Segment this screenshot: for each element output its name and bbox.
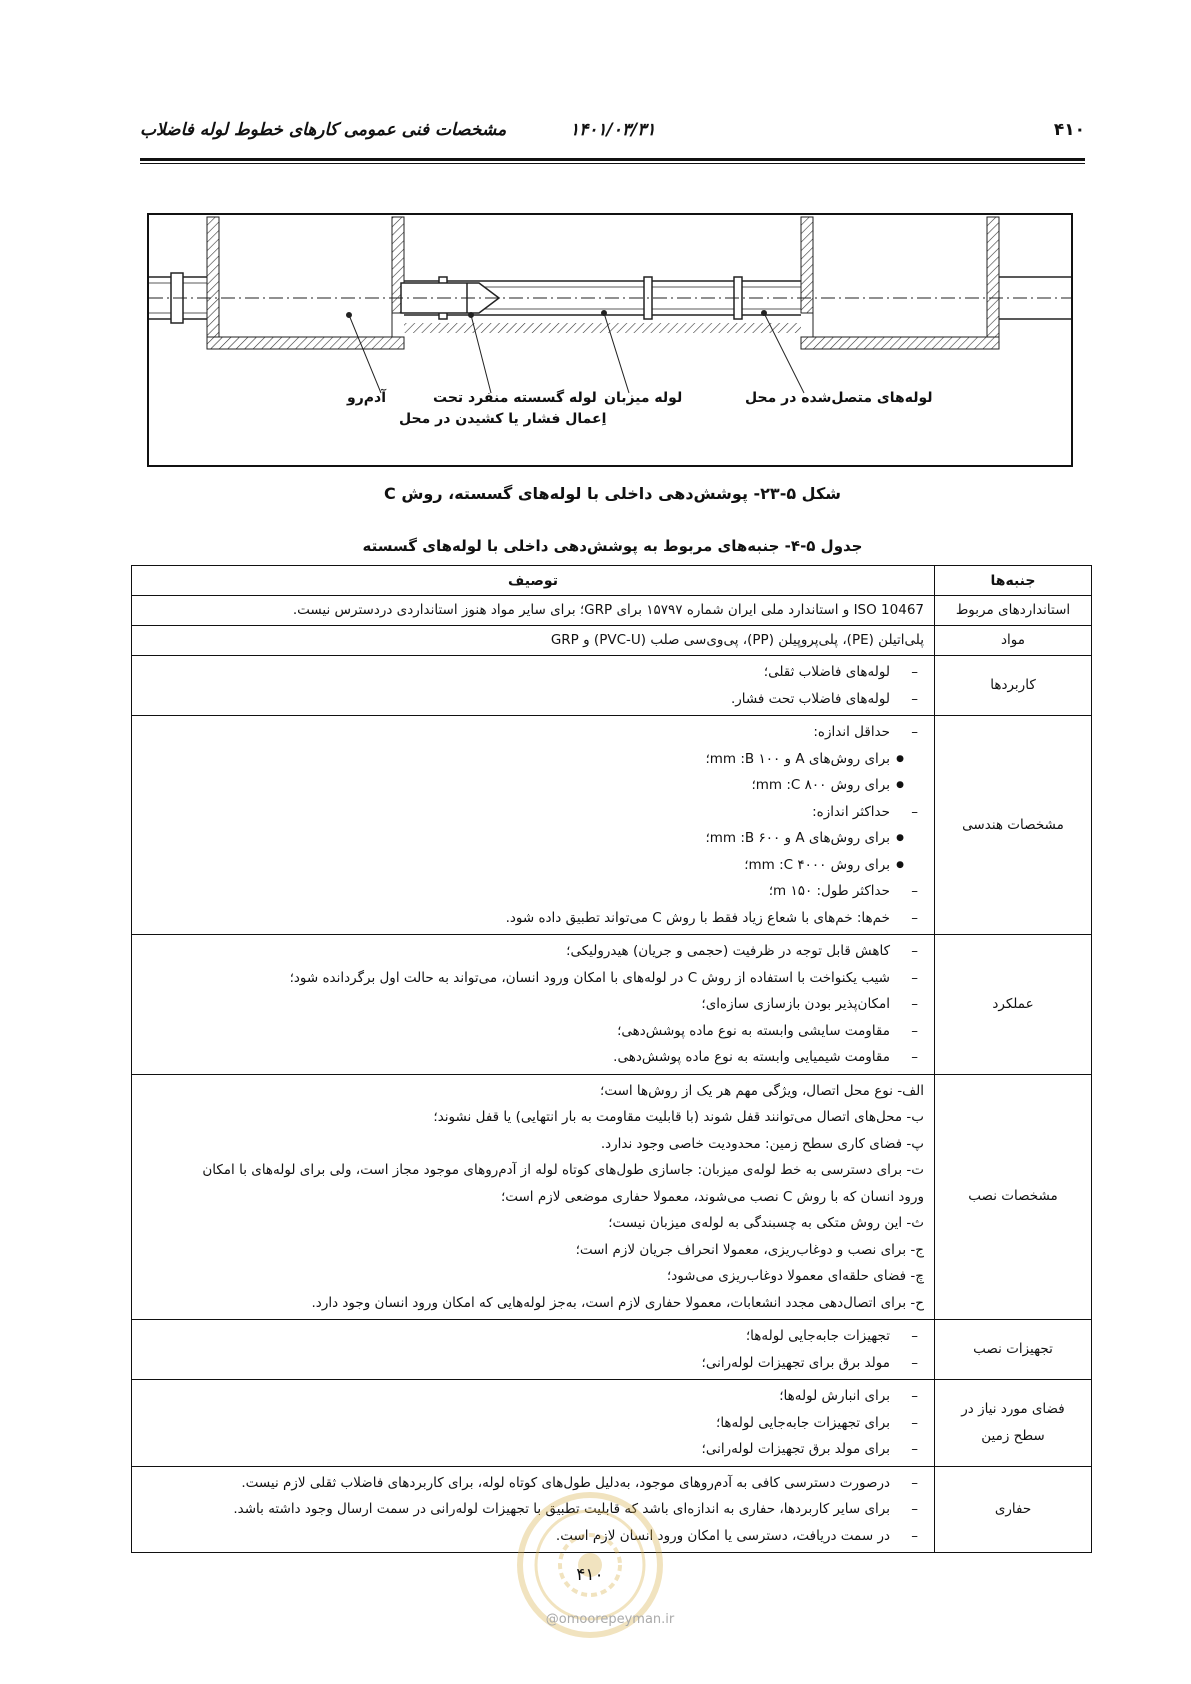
list-item: ● برای روش ۸۰۰ mm :C؛ [142, 772, 912, 799]
list-item: – مقاومت سایشی وابسته به نوع ماده پوشش‌دهی؛ [142, 1018, 924, 1045]
aspect-performance: عملکرد [935, 935, 1092, 1075]
aspect-installation: مشخصات نصب [935, 1074, 1092, 1320]
list-item: – حداقل اندازه: [142, 719, 924, 746]
list-item: – مقاومت شیمیایی وابسته به نوع ماده پوشش‌دهی. [142, 1044, 924, 1071]
leader-lines [347, 311, 805, 394]
right-pipe [999, 277, 1071, 319]
list-item: ب- محل‌های اتصال می‌توانند قفل شوند (با قابلیت مقاومت به بار انتهایی) یا قفل نشوند؛ [433, 1109, 924, 1125]
list-item: – تجهیزات جابه‌جایی لوله‌ها؛ [142, 1323, 924, 1350]
desc-applications [132, 656, 935, 716]
figure-caption: شکل ۵-۲۳- پوشش‌دهی داخلی با لوله‌های گسسته، روش C [384, 484, 841, 503]
table-caption: جدول ۵-۴- جنبه‌های مربوط به پوشش‌دهی داخلی با لوله‌های گسسته [362, 537, 863, 555]
aspect-standards: استانداردهای مربوط [935, 596, 1092, 626]
pipe-diagram [149, 215, 1071, 465]
list-item: – شیب یکنواخت با استفاده از روش C در لوله‌های با امکان ورود انسان، می‌تواند به حالت اول برگردانده شود؛ [142, 965, 924, 992]
header-rule-thin [140, 163, 1085, 164]
label-burst-pipe-1: لوله گسسته منفرد تحت [433, 390, 597, 406]
label-connected-pipes: لوله‌های متصل‌شده در محل [745, 390, 933, 406]
row-installation [132, 1074, 1092, 1320]
list-item: – امکان‌پذیر بودن بازسازی سازه‌ای؛ [142, 991, 924, 1018]
header-title: مشخصات فنی عمومی کارهای خطوط لوله فاضلاب [140, 120, 507, 140]
header-aspect: جنبه‌ها [935, 566, 1092, 596]
desc-installation [132, 1074, 935, 1320]
label-host-pipe: لوله میزبان [604, 390, 683, 406]
desc-equipment [132, 1320, 935, 1380]
desc-standards: ISO 10467 و استاندارد ملی ایران شماره ۱۵۷۹۷ برای GRP؛ برای سایر مواد هنوز استانداردی دردسترس نیست. [132, 596, 935, 626]
aspect-surface-space-line1: فضای مورد نیاز در [961, 1400, 1065, 1417]
list-item: ث- این روش متکی به چسبندگی به لوله‌ی میزبان نیست؛ [608, 1215, 924, 1231]
row-standards [132, 596, 1092, 626]
list-item: الف- نوع محل اتصال، ویژگی مهم هر یک از روش‌ها است؛ [600, 1082, 924, 1099]
row-applications [132, 656, 1092, 716]
desc-performance [132, 935, 935, 1075]
list-item: – خم‌ها: خم‌های با شعاع زیاد فقط با روش C می‌تواند تطبیق داده شود. [142, 905, 924, 932]
list-item: چ- فضای حلقه‌ای معمولا دوغاب‌ریزی می‌شود؛ [666, 1268, 924, 1284]
aspect-materials: مواد [935, 626, 1092, 656]
list-item: ح- برای اتصال‌دهی مجدد انشعابات، معمولا حفاری لازم است، به‌جز لوله‌هایی که امکان ورود انسان وجود دارد. [311, 1294, 924, 1311]
page-header [140, 120, 1085, 146]
list-item: ورود انسان که با روش C نصب می‌شوند، معمولا حفاری موضعی لازم است؛ [500, 1188, 924, 1205]
aspect-surface-space-line2: سطح زمین [981, 1427, 1045, 1444]
left-manhole [207, 217, 404, 349]
specs-table [131, 565, 1092, 1553]
desc-surface-space [132, 1380, 935, 1467]
aspect-surface-space [935, 1380, 1092, 1467]
row-materials [132, 626, 1092, 656]
list-item: – حداکثر اندازه: [142, 799, 924, 826]
desc-materials: پلی‌اتیلن (PE)، پلی‌پروپیلن (PP)، پی‌وی‌سی صلب (PVC-U) و GRP [132, 626, 935, 656]
row-surface-space [132, 1380, 1092, 1467]
list-item: – مولد برق برای تجهیزات لوله‌رانی؛ [142, 1350, 924, 1377]
list-item: – لوله‌های فاضلاب تحت فشار. [142, 686, 924, 713]
row-performance [132, 935, 1092, 1075]
row-geometry [132, 716, 1092, 935]
footer-page-number: ۴۱۰ [576, 1565, 604, 1585]
aspect-geometry: مشخصات هندسی [935, 716, 1092, 935]
aspect-applications: کاربردها [935, 656, 1092, 716]
list-item: – حداکثر طول: ۱۵۰ m؛ [142, 878, 924, 905]
aspect-excavation: حفاری [935, 1466, 1092, 1553]
right-manhole [801, 217, 999, 349]
aspect-equipment: تجهیزات نصب [935, 1320, 1092, 1380]
figure-diagram [147, 213, 1073, 467]
header-date: ۱۴۰۱/۰۳/۳۱ [570, 120, 656, 140]
list-item: – برای تجهیزات جابه‌جایی لوله‌ها؛ [142, 1410, 924, 1437]
row-equipment [132, 1320, 1092, 1380]
desc-geometry [132, 716, 935, 935]
list-item: – لوله‌های فاضلاب ثقلی؛ [142, 659, 924, 686]
header-description: توصیف [132, 566, 935, 596]
list-item: ت- برای دسترسی به خط لوله‌ی میزبان: جاسازی طول‌های کوتاه لوله از آدم‌روهای موجود مجاز است، ولی برای لوله‌های با امکان [202, 1162, 924, 1178]
header-page-number: ۴۱۰ [1053, 120, 1085, 140]
ground-hatch [404, 323, 801, 333]
list-item: ج- برای نصب و دوغاب‌ریزی، معمولا انحراف جریان لازم است؛ [575, 1241, 924, 1258]
list-item: ● برای روش‌های A و ۱۰۰ mm :B؛ [142, 746, 912, 773]
list-item: ● برای روش ۴۰۰۰ mm :C؛ [142, 852, 912, 879]
list-item: – در سمت دریافت، دسترسی یا امکان ورود انسان لازم است. [142, 1523, 924, 1550]
footer-url: @omoorepeyman.ir [545, 1612, 675, 1627]
header-rule-thick [140, 158, 1085, 161]
list-item: ● برای روش‌های A و ۶۰۰ mm :B؛ [142, 825, 912, 852]
list-item: – برای سایر کاربردها، حفاری به اندازه‌ای باشد که قابلیت تطبیق با تجهیزات لوله‌رانی در سمت ارسال وجود داشته باشد. [142, 1496, 924, 1523]
table-header-row [132, 566, 1092, 596]
label-manhole: آدم‌رو [347, 390, 387, 406]
list-item: – برای مولد برق تجهیزات لوله‌رانی؛ [142, 1436, 924, 1463]
list-item: – کاهش قابل توجه در ظرفیت (حجمی و جریان) هیدرولیکی؛ [142, 938, 924, 965]
list-item: – درصورت دسترسی کافی به آدم‌روهای موجود، به‌دلیل طول‌های کوتاه لوله، برای کاربردهای فاضلاب ثقلی لازم نیست. [142, 1470, 924, 1497]
list-item: پ- فضای کاری سطح زمین: محدودیت خاصی وجود ندارد. [600, 1135, 924, 1152]
label-burst-pipe-2: اِعمال فشار یا کشیدن در محل [399, 411, 607, 427]
list-item: – برای انبارش لوله‌ها؛ [142, 1383, 924, 1410]
